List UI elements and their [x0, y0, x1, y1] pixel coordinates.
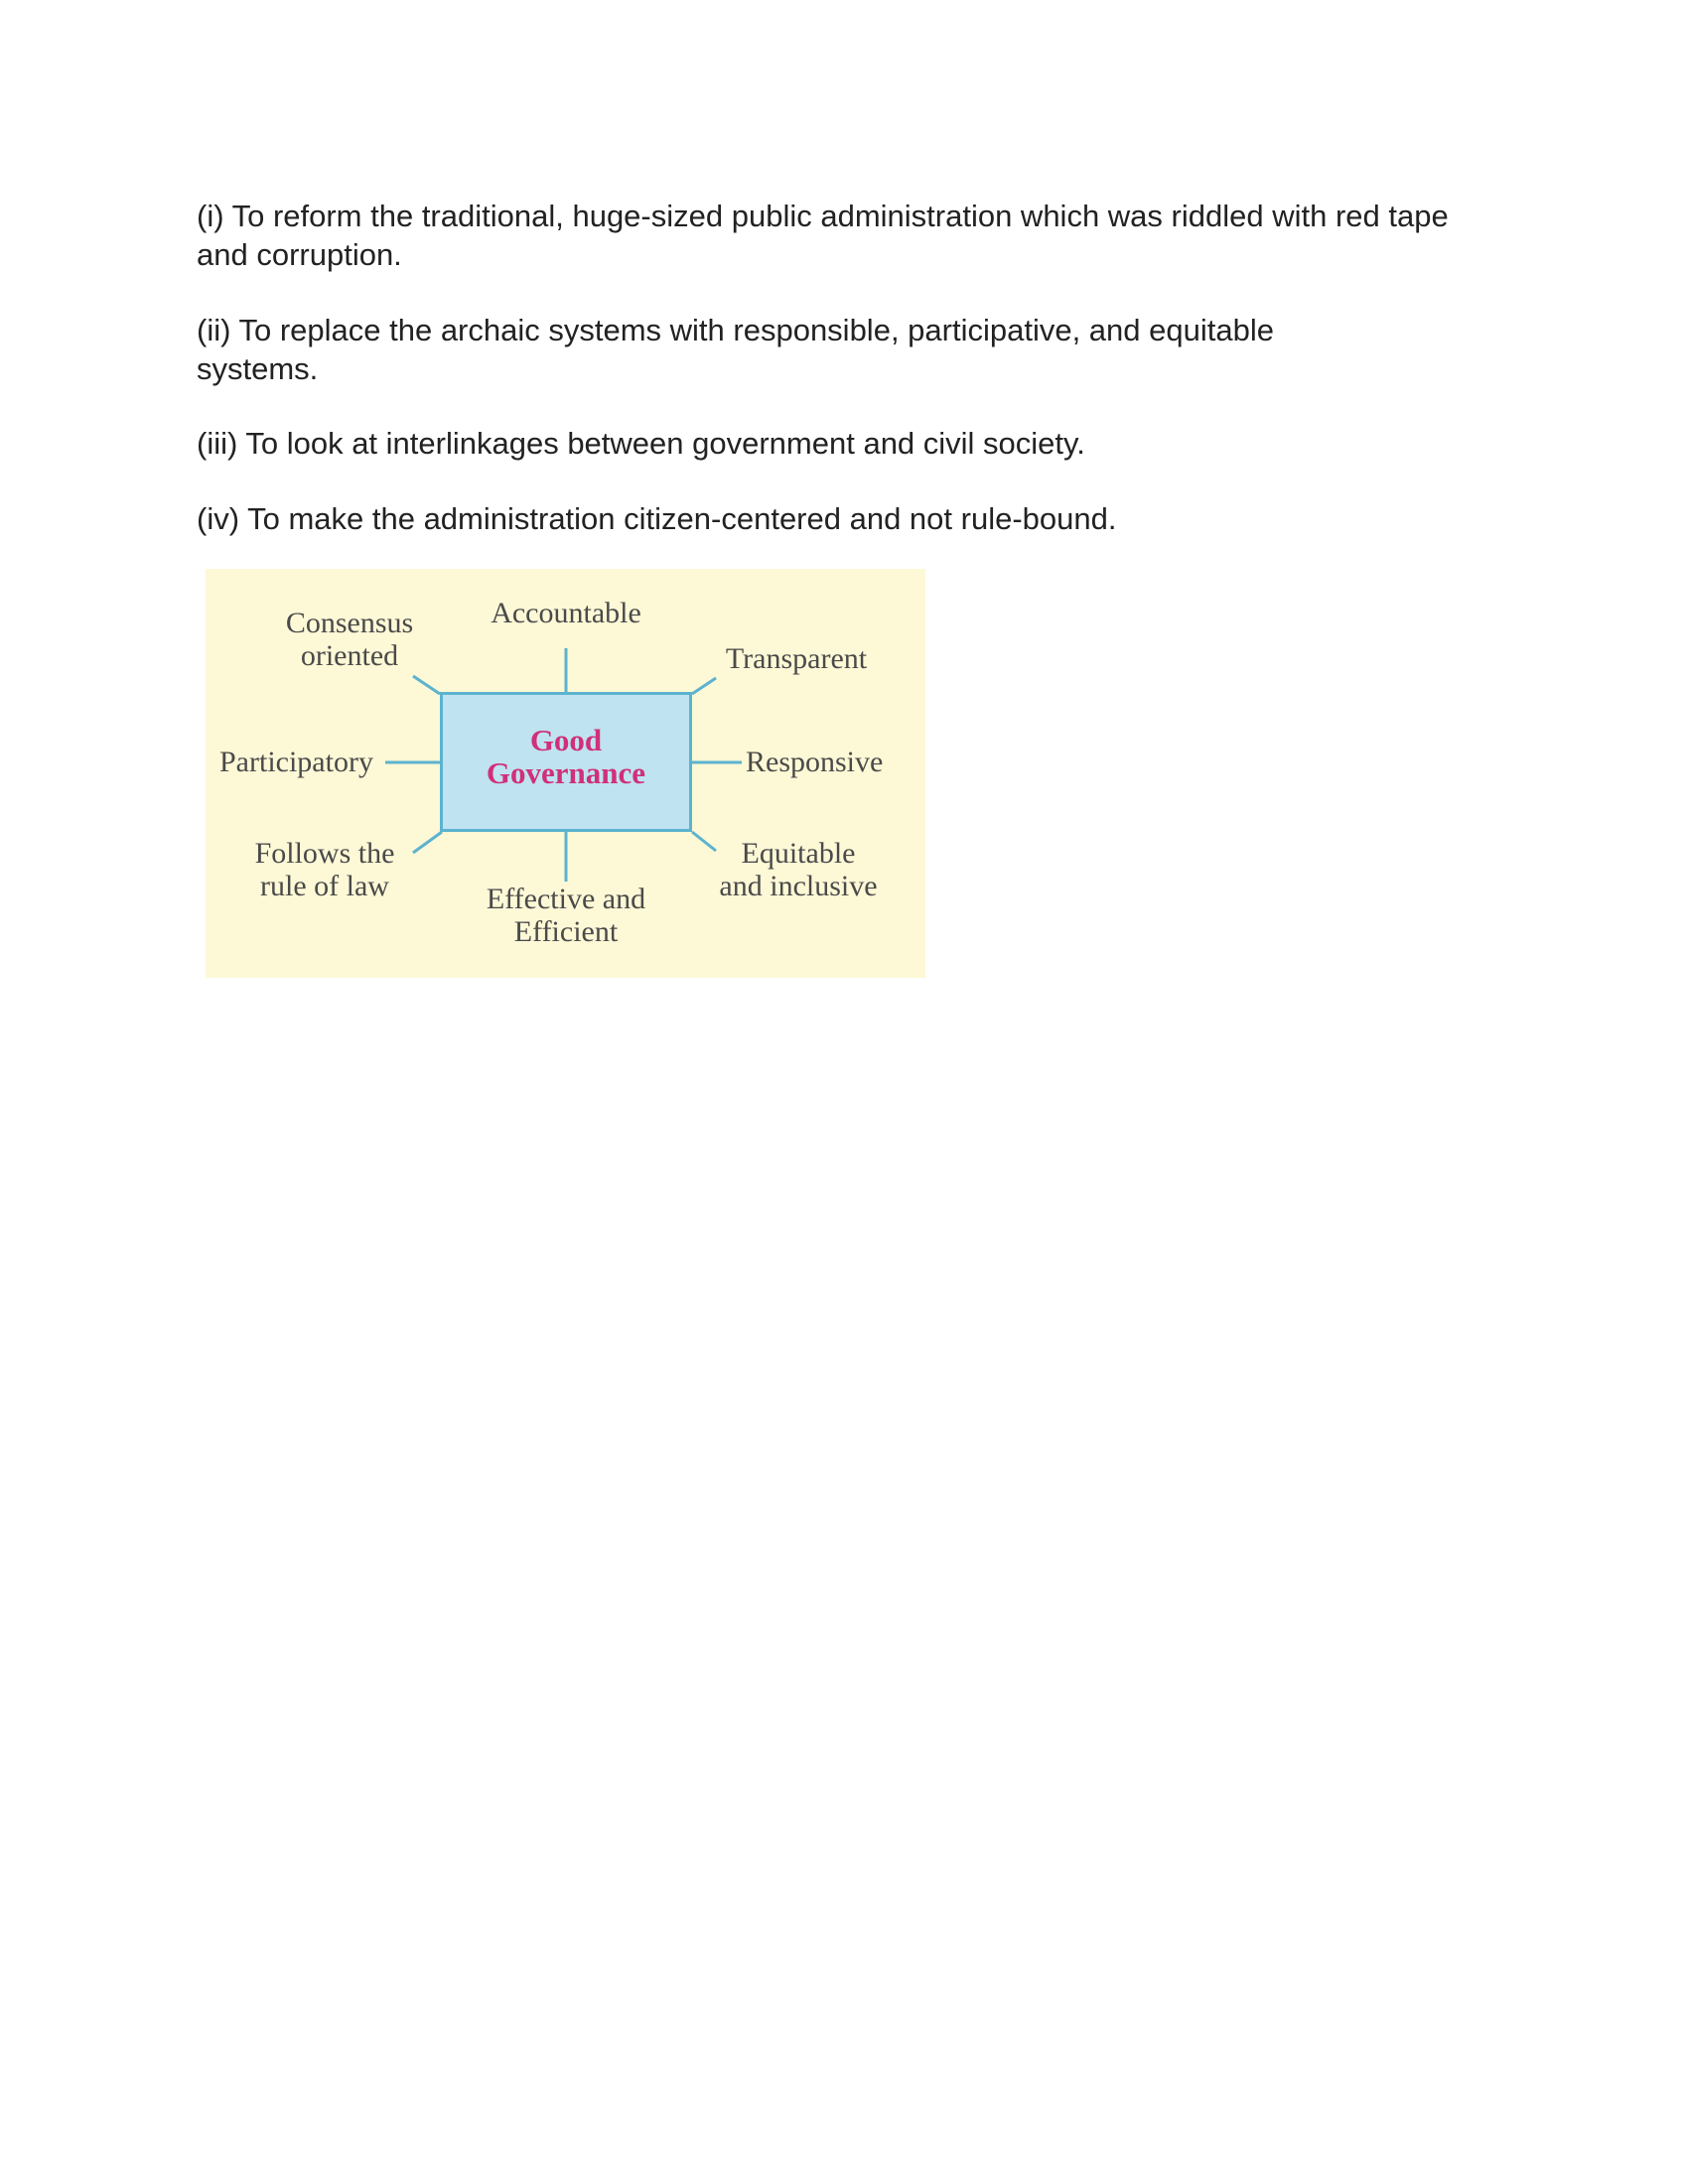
connector-bottom-left — [413, 832, 442, 853]
node-consensus-line2: oriented — [300, 639, 399, 672]
good-governance-diagram — [206, 569, 925, 978]
node-rule-of-law-line2: rule of law — [260, 870, 389, 902]
node-equitable-inclusive — [696, 837, 901, 902]
paragraph-iii: (iii) To look at interlinkages between government and civil society. — [197, 426, 1085, 461]
paragraph-iv: (iv) To make the administration citizen-centered and not rule-bound. — [197, 501, 1117, 536]
paragraph-i: (i) To reform the traditional, huge-sized public administration which was riddled with red tape and corruption. — [197, 199, 1449, 272]
node-equitable-line1: Equitable — [741, 837, 856, 870]
node-transparent: Transparent — [725, 642, 868, 675]
node-consensus-line1: Consensus — [285, 607, 414, 639]
center-title-line2: Governance — [486, 755, 646, 790]
paragraph-ii: (ii) To replace the archaic systems with responsible, participative, and equitable systems. — [197, 313, 1274, 386]
connector-top-right — [692, 678, 716, 694]
node-accountable: Accountable — [491, 597, 641, 629]
node-equitable-line2: and inclusive — [719, 870, 878, 902]
node-responsive: Responsive — [746, 746, 884, 778]
node-effective-line2: Efficient — [513, 915, 619, 948]
center-title-line1: Good — [529, 723, 603, 757]
center-title — [440, 724, 692, 789]
node-effective-line1: Effective and — [486, 883, 646, 915]
node-consensus-oriented — [275, 607, 424, 672]
node-rule-of-law-line1: Follows the — [254, 837, 395, 870]
connector-top-left — [413, 676, 440, 694]
node-participatory: Participatory — [219, 746, 373, 778]
node-effective-efficient — [466, 883, 666, 948]
node-rule-of-law — [237, 837, 412, 902]
